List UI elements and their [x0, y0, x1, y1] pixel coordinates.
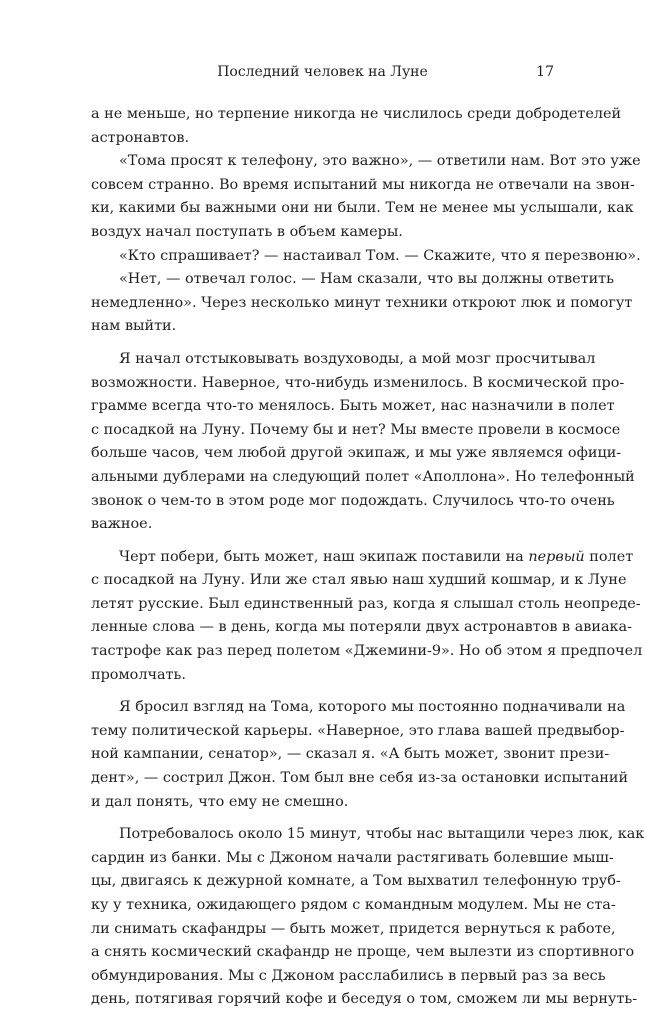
paragraph: [91, 823, 645, 1012]
text-line: дент», — сострил Джон. Том был вне себя из-за остановки испытаний: [91, 770, 629, 787]
emphasized-word: первый: [528, 548, 585, 565]
text-line: сардин из банки. Мы с Джоном начали растягивать болевшие мыш-: [91, 849, 614, 866]
text-line: воздух начал поступать в объем камеры.: [91, 223, 403, 240]
text-line: [91, 546, 634, 570]
running-title: Последний человек на Луне: [217, 64, 428, 80]
text-line: ленные слова — в день, когда мы потеряли двух астронавтов в авиака-: [91, 619, 632, 636]
text-line: «Нет, — отвечал голос. — Нам сказали, что вы должны ответить: [119, 271, 614, 288]
paragraph: [91, 150, 641, 244]
text-line: летят русские. Был единственный раз, когда я слышал столь неопреде-: [91, 595, 641, 612]
text-line: астронавтов.: [91, 129, 190, 146]
text-line: с посадкой на Луну. Почему бы и нет? Мы вместе провели в космосе: [91, 421, 621, 438]
text-line: день, потягивая горячий кофе и беседуя о том, сможем ли мы вернуть-: [91, 991, 638, 1008]
text-line: «Кто спрашивает? — настаивал Том. — Скажите, что я перезвоню».: [119, 247, 641, 264]
text-line: важное.: [91, 516, 153, 533]
text-fragment: полет: [584, 548, 634, 565]
text-line: Я бросил взгляд на Тома, которого мы постоянно подначивали на: [119, 699, 626, 716]
text-line: немедленно». Через несколько минут техники откроют люк и помогут: [91, 294, 633, 311]
text-line: обмундирования. Мы с Джоном расслабились в первый раз за весь: [91, 967, 606, 984]
text-line: «Тома просят к телефону, это важно», — ответили нам. Вот это уже: [119, 153, 641, 170]
text-line: а снять космический скафандр не проще, чем вылезти из спортивного: [91, 944, 635, 961]
paragraph: [91, 268, 633, 339]
text-line: нам выйти.: [91, 318, 177, 335]
text-line: грамме всегда что-то менялось. Быть может, нас назначили в полет: [91, 398, 615, 415]
body-text: [91, 103, 645, 1012]
text-line: Потребовалось около 15 минут, чтобы нас вытащили через люк, как: [119, 826, 645, 843]
text-line: а не меньше, но терпение никогда не числилось среди добродетелей: [91, 106, 622, 122]
paragraph: [91, 245, 641, 269]
paragraph: [91, 348, 635, 537]
text-line: звонок о чем-то в этом роде мог подождать. Случилось что-то очень: [91, 492, 615, 509]
text-line: и дал понять, что ему не смешно.: [91, 793, 349, 810]
text-line: ки, какими бы важными они ни были. Тем не менее мы услышали, как: [91, 200, 634, 217]
paragraph: [91, 696, 629, 814]
text-line: тастрофе как раз перед полетом «Джемини-9». Но об этом я предпочел: [91, 643, 643, 660]
text-line: промолчать.: [91, 666, 186, 683]
text-line: с посадкой на Луну. Или же стал явью наш худший кошмар, и к Луне: [91, 572, 627, 589]
text-line: ли снимать скафандры — быть может, придется вернуться к работе,: [91, 920, 616, 937]
text-line: тему политической карьеры. «Наверное, это глава вашей предвыбор-: [91, 722, 625, 739]
text-line: альными дублерами на следующий полет «Аполлона». Но телефонный: [91, 468, 635, 485]
text-line: больше часов, чем любой другой экипаж, и мы уже являемся офици-: [91, 445, 622, 462]
paragraph: [91, 103, 622, 150]
text-fragment: Черт побери, быть может, наш экипаж поставили на: [119, 548, 529, 565]
running-head: [0, 61, 645, 83]
text-line: Я начал отстыковывать воздуховоды, а мой мозг просчитывал: [119, 350, 596, 367]
text-line: цы, двигаясь к дежурной комнате, а Том выхватил телефонную труб-: [91, 873, 621, 890]
page-number: 17: [536, 64, 554, 80]
paragraph: [91, 546, 643, 688]
text-line: возможности. Наверное, что-нибудь изменилось. В космической про-: [91, 374, 625, 391]
text-line: ку у техника, ожидающего рядом с командным модулем. Мы не ста-: [91, 897, 616, 913]
text-line: совсем странно. Во время испытаний мы никогда не отвечали на звон-: [91, 176, 635, 193]
text-line: ной кампании, сенатор», — сказал я. «А быть может, звонит прези-: [91, 746, 610, 763]
